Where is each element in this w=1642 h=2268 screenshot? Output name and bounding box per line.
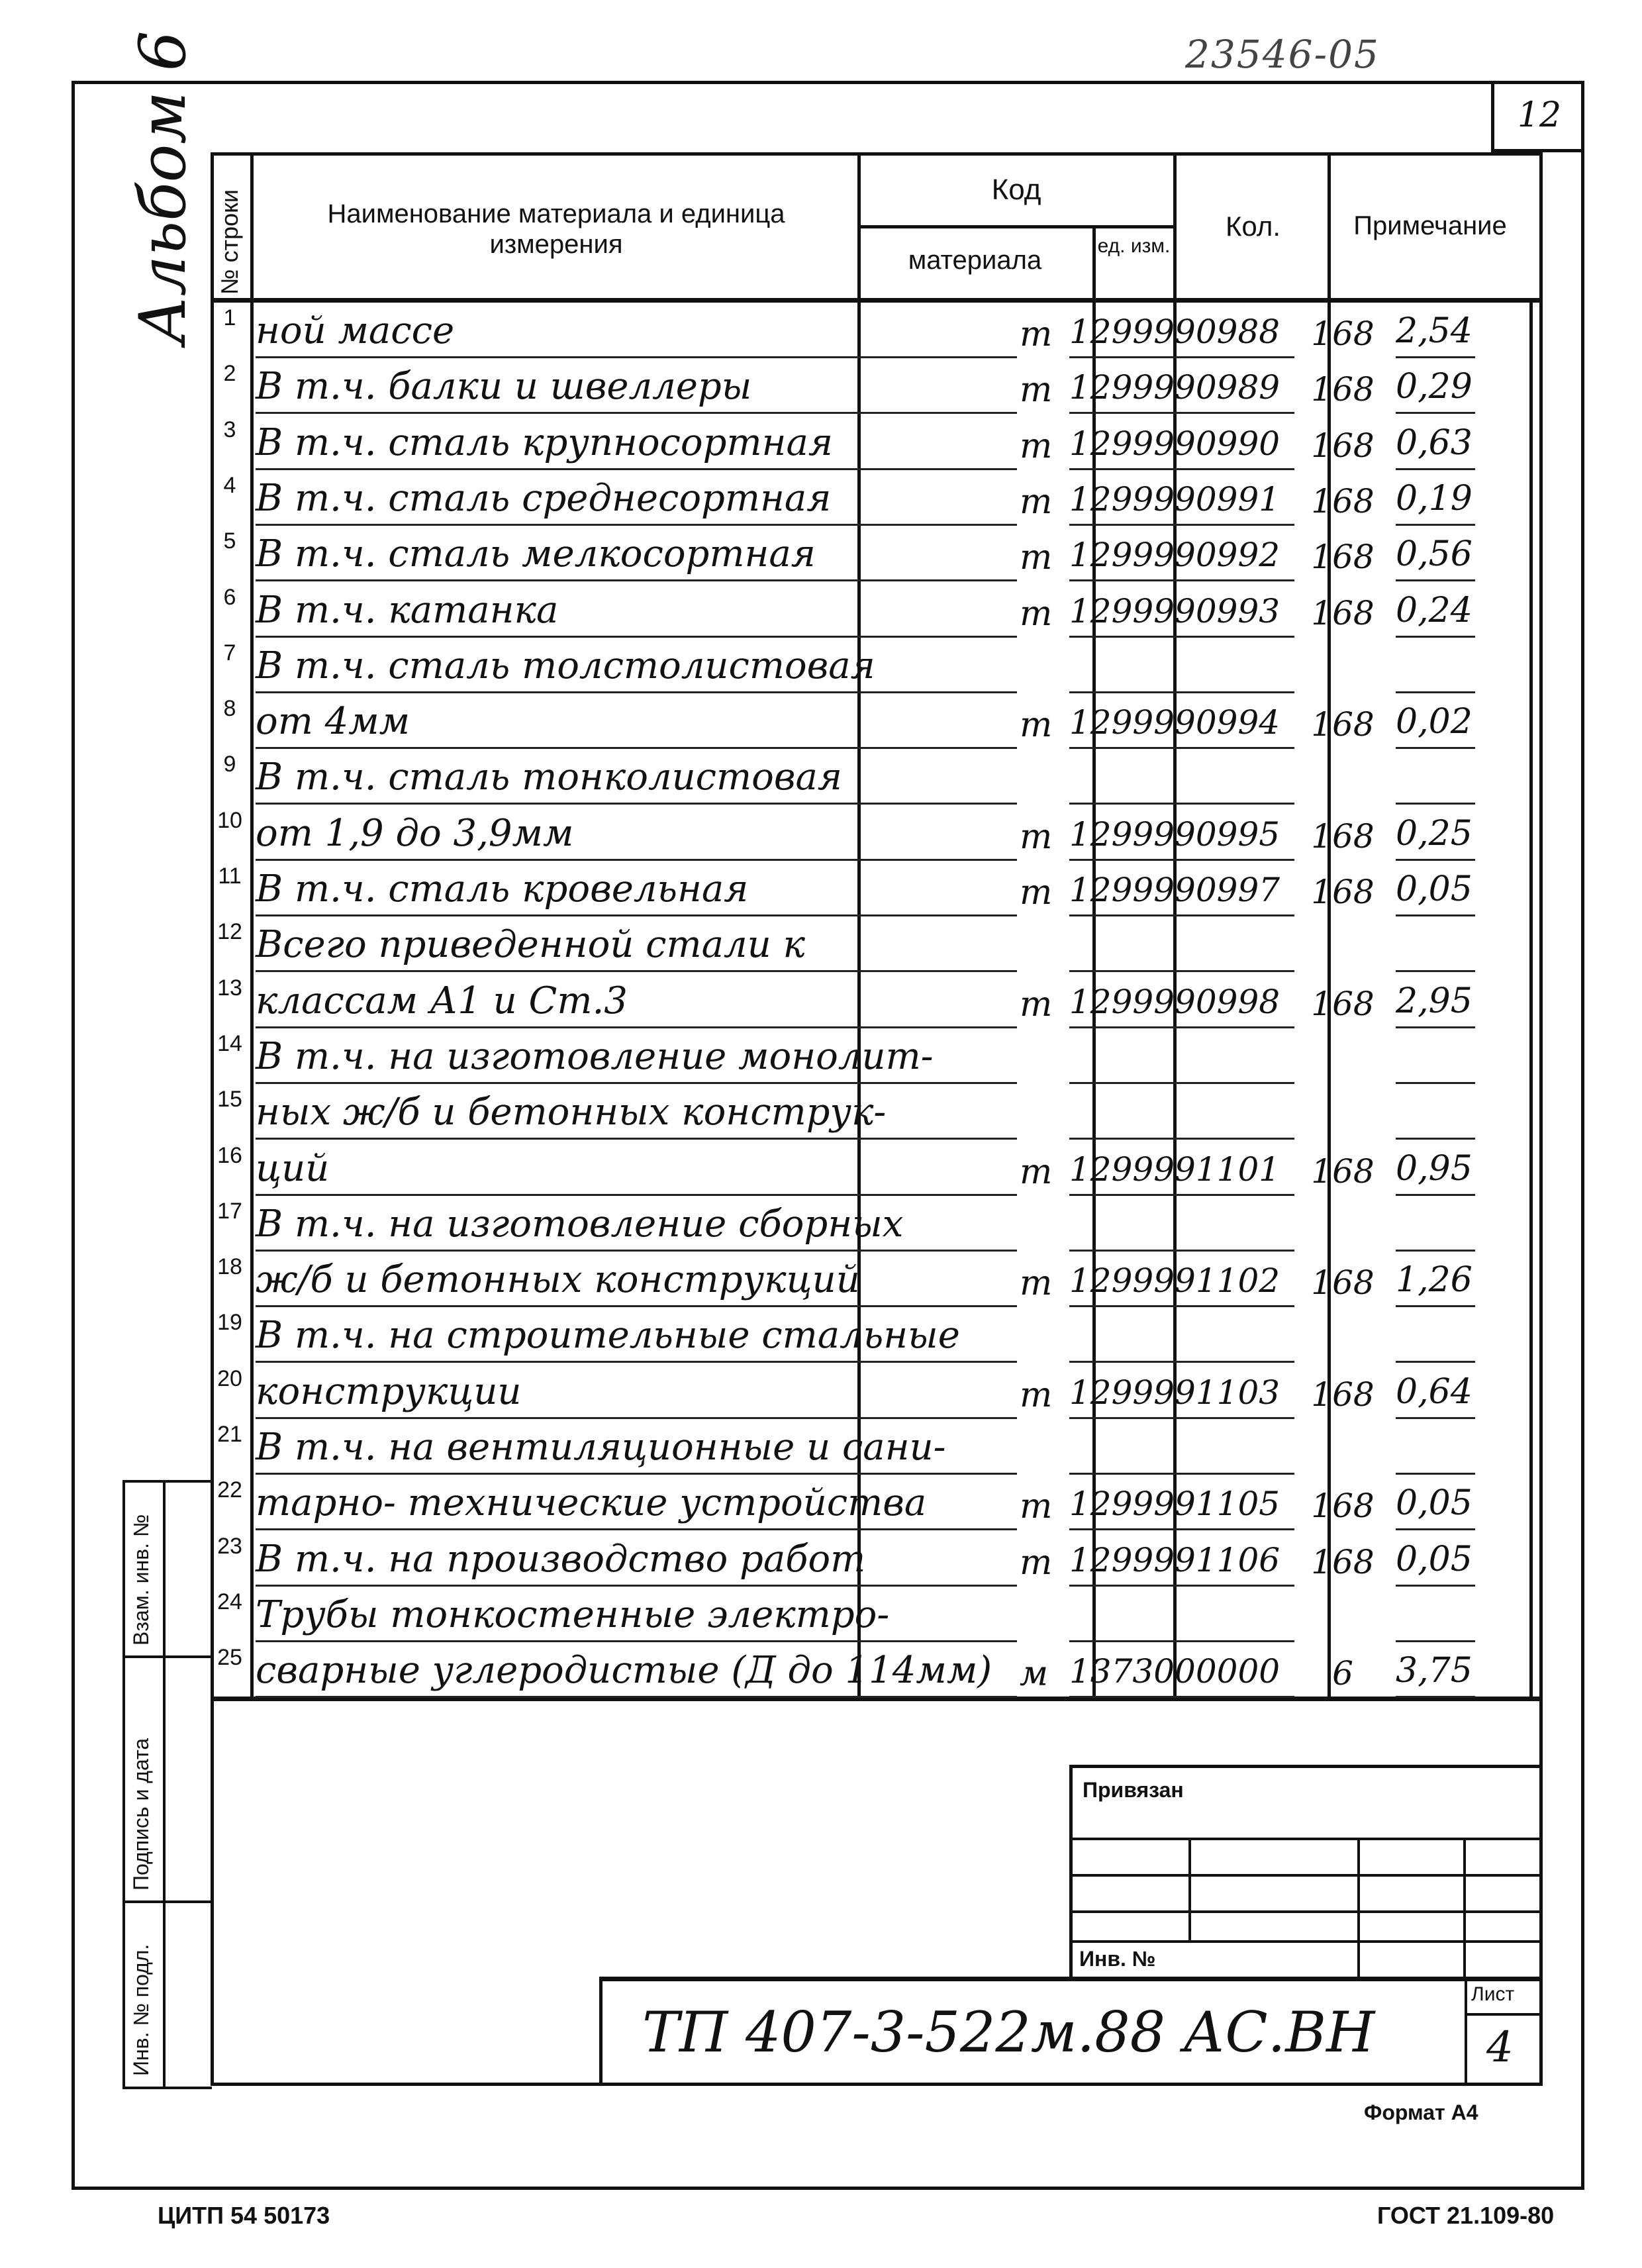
unit-of-measure: т: [1020, 816, 1053, 857]
unit-of-measure: т: [1020, 315, 1053, 354]
unit-of-measure: [1020, 748, 1053, 805]
side-podpis: Подпись и дата: [129, 1738, 153, 1891]
table-row: [211, 301, 1543, 358]
material-name: В т.ч. сталь толстолистовая: [256, 636, 1017, 693]
material-name: В т.ч. на строительные стальные: [256, 1306, 1017, 1363]
material-name: Всего приведенной стали к: [256, 915, 1017, 972]
header-row-no: № строки: [216, 189, 243, 295]
row-number: 5: [223, 528, 236, 554]
unit-code: 168: [1311, 538, 1375, 577]
row-number: 19: [217, 1310, 242, 1336]
material-code: 1299990990: [1069, 413, 1294, 470]
row-number: 15: [217, 1087, 242, 1112]
quantity: [1396, 1027, 1475, 1084]
row-number: 25: [217, 1645, 242, 1671]
table-row: [211, 1473, 1543, 1530]
table-row: [211, 413, 1543, 470]
material-name: сварные углеродистые (Д до 114мм): [256, 1641, 1017, 1698]
row-number: 14: [217, 1030, 242, 1056]
unit-code: [1310, 1585, 1376, 1642]
tb-line: [1069, 1874, 1543, 1877]
unit-of-measure: т: [1020, 873, 1053, 912]
table-row: [211, 748, 1543, 805]
row-number: 13: [217, 975, 242, 1001]
inv-no-label: Инв. №: [1079, 1947, 1156, 1971]
quantity: 2,95: [1396, 971, 1475, 1028]
material-name: В т.ч. катанка: [256, 581, 1017, 638]
material-name: В т.ч. на производство работ: [256, 1530, 1017, 1587]
material-name: В т.ч. на изготовление сборных: [256, 1195, 1017, 1252]
unit-code: 168: [1311, 481, 1375, 520]
unit-code: 168: [1311, 1263, 1375, 1303]
quantity: 0,24: [1396, 581, 1475, 638]
quantity: 0,19: [1396, 469, 1475, 526]
quantity: 3,75: [1396, 1641, 1475, 1698]
table-row: [211, 692, 1543, 749]
table-row: [211, 469, 1543, 526]
quantity: [1396, 748, 1475, 805]
unit-of-measure: [1020, 1027, 1053, 1084]
header-code: Код: [991, 173, 1041, 206]
unit-of-measure: [1020, 1195, 1053, 1252]
unit-code: 168: [1311, 1542, 1375, 1581]
side-divider: [122, 1655, 212, 1658]
table-row: [211, 1195, 1543, 1252]
tb-line: [1069, 1838, 1543, 1840]
unit-code: 168: [1311, 1152, 1375, 1191]
unit-code: [1310, 636, 1376, 693]
quantity: 0,02: [1396, 692, 1475, 749]
unit-of-measure: [1020, 1418, 1053, 1475]
material-code: 1373000000: [1069, 1641, 1294, 1698]
row-number: 24: [217, 1589, 242, 1614]
unit-code: 168: [1311, 370, 1375, 409]
unit-code: [1310, 1306, 1376, 1363]
row-number: 18: [217, 1254, 242, 1280]
unit-of-measure: [1020, 1585, 1053, 1642]
unit-of-measure: [1020, 915, 1053, 972]
unit-of-measure: т: [1020, 370, 1053, 411]
material-code: [1069, 915, 1294, 972]
unit-code: 168: [1311, 426, 1375, 465]
table-row: [211, 915, 1543, 972]
material-name: Трубы тонкостенные электро-: [256, 1585, 1017, 1642]
table-row: [211, 524, 1543, 581]
unit-code: [1310, 1195, 1376, 1252]
unit-code: [1310, 915, 1376, 972]
header-code-material: материала: [908, 246, 1042, 275]
material-name: В т.ч. сталь кровельная: [256, 860, 1017, 916]
quantity: 0,29: [1396, 357, 1475, 414]
table-row: [211, 971, 1543, 1028]
material-code: [1069, 636, 1294, 693]
unit-code: 168: [1311, 593, 1375, 632]
material-name: В т.ч. сталь тонколистовая: [256, 748, 1017, 805]
privyazan-label: Привязан: [1083, 1778, 1184, 1802]
row-number: 2: [223, 361, 236, 387]
quantity: 0,95: [1396, 1139, 1475, 1196]
row-number: 22: [217, 1477, 242, 1503]
header-qty: Кол.: [1225, 211, 1281, 242]
table-row: [211, 1362, 1543, 1419]
material-name: В т.ч. сталь среднесортная: [256, 469, 1017, 526]
tb-line: [1465, 1977, 1467, 2086]
tb-line: [1357, 1838, 1360, 1977]
side-inv-podl: Инв. № подл.: [129, 1944, 153, 2076]
material-code: [1069, 1418, 1294, 1475]
quantity: 0,05: [1396, 1473, 1475, 1530]
header-code-unit: ед. изм.: [1097, 235, 1171, 257]
side-vzam: Взам. инв. №: [129, 1514, 153, 1646]
header-note: Примечание: [1353, 211, 1507, 240]
material-code: 1299991106: [1069, 1530, 1294, 1587]
row-number: 16: [217, 1142, 242, 1168]
material-code: 1299990995: [1069, 804, 1294, 861]
tb-line: [1069, 1940, 1543, 1943]
unit-of-measure: [1020, 1306, 1053, 1363]
unit-code: [1310, 748, 1376, 805]
format-label: Формат А4: [1364, 2100, 1478, 2124]
material-code: [1069, 1027, 1294, 1084]
material-code: 1299990998: [1069, 971, 1294, 1028]
unit-of-measure: м: [1020, 1654, 1049, 1695]
row-number: 10: [217, 807, 242, 833]
material-name: классам А1 и Ст.3: [256, 971, 1017, 1028]
unit-of-measure: т: [1020, 705, 1053, 746]
table-row: [211, 1641, 1543, 1698]
unit-code: 168: [1311, 873, 1375, 911]
quantity: [1396, 1195, 1475, 1252]
quantity: 0,25: [1396, 804, 1475, 861]
side-divider: [122, 1900, 212, 1903]
material-code: 1299991103: [1069, 1362, 1294, 1419]
tb-line: [1465, 2013, 1543, 2016]
row-number: 4: [223, 472, 236, 498]
sheet-label: Лист: [1471, 1983, 1515, 2005]
unit-code: 168: [1311, 1487, 1375, 1526]
unit-of-measure: т: [1020, 1487, 1053, 1527]
material-code: 1299990997: [1069, 860, 1294, 916]
quantity: 1,26: [1396, 1250, 1475, 1307]
sheet-number: 4: [1486, 2023, 1514, 2072]
header-divider: [859, 225, 1175, 228]
quantity: [1396, 1418, 1475, 1475]
row-number: 23: [217, 1533, 242, 1559]
unit-of-measure: т: [1020, 426, 1053, 466]
quantity: 0,05: [1396, 860, 1475, 916]
row-number: 8: [223, 696, 236, 722]
unit-of-measure: т: [1020, 1263, 1053, 1304]
row-number: 21: [217, 1422, 242, 1447]
material-code: [1069, 748, 1294, 805]
material-code: 1299990991: [1069, 469, 1294, 526]
quantity: 2,54: [1396, 301, 1475, 358]
header-name: Наименование материала и единица измерения: [327, 199, 785, 259]
tb-line: [1069, 1910, 1543, 1913]
designation: ТП 407-3-522м.88 АС.ВН: [642, 2000, 1375, 2065]
footer-left: ЦИТП 54 50173: [158, 2202, 330, 2229]
unit-code: [1310, 1027, 1376, 1084]
table-row: [211, 1418, 1543, 1475]
quantity: 0,05: [1396, 1530, 1475, 1587]
material-code: 1299990992: [1069, 524, 1294, 581]
material-name: В т.ч. балки и швеллеры: [256, 357, 1017, 414]
material-code: 1299991105: [1069, 1473, 1294, 1530]
material-name: от 1,9 до 3,9мм: [256, 804, 1017, 861]
album-label: Альбом 6: [126, 30, 200, 344]
unit-of-measure: т: [1020, 1152, 1053, 1192]
unit-code: 168: [1311, 315, 1375, 353]
material-code: 1299990993: [1069, 581, 1294, 638]
footer-right: ГОСТ 21.109-80: [1377, 2202, 1555, 2229]
unit-of-measure: т: [1020, 984, 1053, 1024]
unit-code: 168: [1311, 705, 1375, 744]
material-name: ж/б и бетонных конструкций: [256, 1250, 1017, 1307]
table-row: [211, 1530, 1543, 1587]
material-name: ной массе: [256, 301, 1017, 358]
unit-of-measure: т: [1020, 593, 1053, 634]
material-code: [1069, 1306, 1294, 1363]
unit-code: 168: [1311, 984, 1375, 1023]
quantity: [1396, 1306, 1475, 1363]
row-number: 11: [218, 863, 242, 889]
table-row: [211, 1027, 1543, 1084]
unit-code: 168: [1311, 816, 1375, 856]
row-number: 20: [217, 1365, 242, 1391]
unit-code: [1310, 1418, 1376, 1475]
tb-line: [1463, 1838, 1466, 1977]
material-name: В т.ч. сталь крупносортная: [256, 413, 1017, 470]
table-row: [211, 1139, 1543, 1196]
table-row: [211, 1250, 1543, 1307]
material-name: конструкции: [256, 1362, 1017, 1419]
material-name: тарно- технические устройства: [256, 1473, 1017, 1530]
material-code: [1069, 1585, 1294, 1642]
unit-of-measure: т: [1020, 481, 1053, 522]
table-row: [211, 1083, 1543, 1140]
side-stamp-box-2: [166, 1480, 212, 2089]
unit-code: 168: [1311, 1375, 1375, 1414]
unit-code: 6: [1332, 1654, 1353, 1693]
table-row: [211, 636, 1543, 693]
row-number: 1: [223, 305, 236, 330]
material-name: В т.ч. на изготовление монолит-: [256, 1027, 1017, 1084]
row-number: 6: [223, 584, 236, 610]
quantity: [1396, 636, 1475, 693]
table-row: [211, 860, 1543, 916]
material-code: 1299991101: [1069, 1139, 1294, 1196]
row-number: 17: [217, 1198, 242, 1224]
material-code: [1069, 1083, 1294, 1140]
table-row: [211, 1585, 1543, 1642]
tb-line: [1188, 1838, 1191, 1940]
archive-stamp: 23546-05: [1185, 32, 1380, 77]
unit-of-measure: т: [1020, 1542, 1053, 1583]
unit-of-measure: [1020, 636, 1053, 693]
unit-code: [1310, 1083, 1376, 1140]
table-row: [211, 804, 1543, 861]
material-code: 1299991102: [1069, 1250, 1294, 1307]
quantity: [1396, 1083, 1475, 1140]
unit-of-measure: т: [1020, 538, 1053, 578]
material-name: ных ж/б и бетонных конструк-: [256, 1083, 1017, 1140]
material-name: В т.ч. на вентиляционные и сани-: [256, 1418, 1017, 1475]
material-code: [1069, 1195, 1294, 1252]
table-row: [211, 1306, 1543, 1363]
row-number: 3: [223, 417, 236, 442]
table-row: [211, 357, 1543, 414]
page-number: 12: [1491, 81, 1584, 152]
table-row: [211, 581, 1543, 638]
row-number: 7: [223, 640, 236, 666]
unit-of-measure: т: [1020, 1375, 1053, 1415]
row-number: 9: [223, 752, 236, 777]
table-top-border: [211, 152, 1543, 156]
material-code: 1299990988: [1069, 301, 1294, 358]
quantity: 0,63: [1396, 413, 1475, 470]
quantity: 0,64: [1396, 1362, 1475, 1419]
row-number: 12: [217, 919, 242, 945]
material-name: от 4мм: [256, 692, 1017, 749]
material-name: В т.ч. сталь мелкосортная: [256, 524, 1017, 581]
quantity: 0,56: [1396, 524, 1475, 581]
unit-of-measure: [1020, 1083, 1053, 1140]
material-code: 1299990989: [1069, 357, 1294, 414]
material-name: ций: [256, 1139, 1017, 1196]
quantity: [1396, 915, 1475, 972]
quantity: [1396, 1585, 1475, 1642]
material-code: 1299990994: [1069, 692, 1294, 749]
